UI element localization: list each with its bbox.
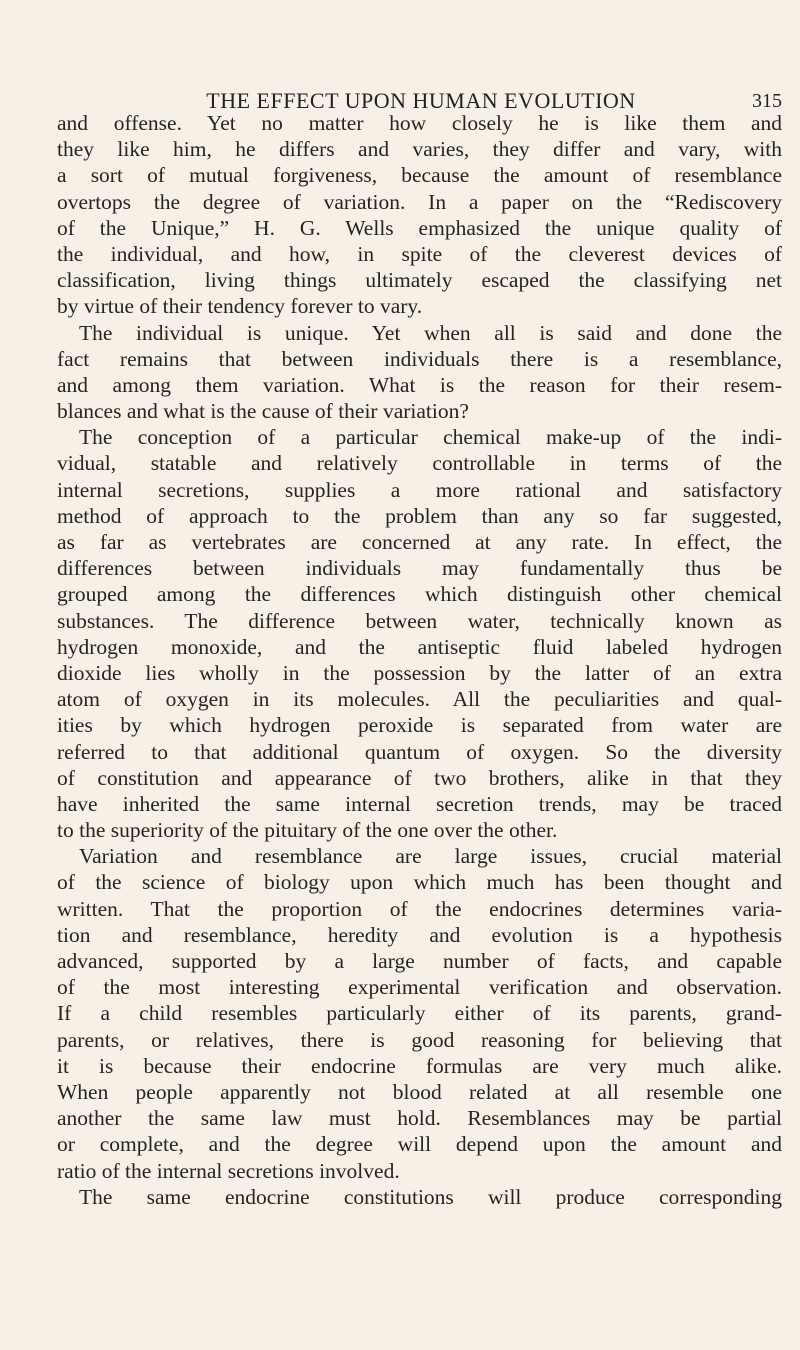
text-line: written. That the proportion of the endocrines determines varia- [57, 896, 782, 921]
text-line: When people apparently not blood related at all resemble one [57, 1079, 782, 1104]
text-line: internal secretions, supplies a more rational and satisfactory [57, 477, 782, 502]
text-line: method of approach to the problem than any so far suggested, [57, 503, 782, 528]
text-line: advanced, supported by a large number of facts, and capable [57, 949, 782, 973]
text-line: or complete, and the degree will depend upon the amount and [57, 1132, 782, 1157]
text-line: they like him, he differs and varies, they differ and vary, with [57, 137, 782, 162]
text-line: vidual, statable and relatively controllable in terms of the [57, 451, 782, 476]
text-line: grouped among the differences which distinguish other chemical [57, 582, 782, 607]
text-line: dioxide lies wholly in the possession by the latter of an extra [57, 660, 782, 685]
text-line: the individual, and how, in spite of the cleverest devices of [57, 241, 782, 266]
text-line: Variation and resemblance are large issues, crucial material [79, 844, 782, 869]
text-line: The conception of a particular chemical make-up of the indi- [79, 425, 782, 450]
text-line: of constitution and appearance of two brothers, alike in that they [57, 765, 782, 790]
text-line: parents, or relatives, there is good reasoning for believing that [57, 1027, 782, 1052]
text-line: as far as vertebrates are concerned at any rate. In effect, the [57, 530, 782, 554]
text-line: of the Unique,” H. G. Wells emphasized the unique quality of [57, 215, 782, 240]
text-line: and among them variation. What is the reason for their resem- [57, 372, 782, 397]
text-line: overtops the degree of variation. In a paper on the “Rediscovery [57, 189, 782, 214]
text-line: and offense. Yet no matter how closely he is like them and [57, 111, 782, 135]
text-line: ratio of the internal secretions involved. [57, 1158, 400, 1183]
text-line: of the science of biology upon which much has been thought and [57, 870, 782, 895]
text-line: atom of oxygen in its molecules. All the peculiarities and qual- [57, 687, 782, 712]
body-text [57, 110, 782, 1210]
running-title: THE EFFECT UPON HUMAN EVOLUTION [206, 88, 636, 113]
text-line: substances. The difference between water, technically known as [57, 608, 782, 633]
text-line: have inherited the same internal secretion trends, may be traced [57, 791, 782, 816]
text-line: The same endocrine constitutions will produce corresponding [79, 1184, 782, 1209]
text-line: to the superiority of the pituitary of the one over the other. [57, 818, 558, 843]
text-line: differences between individuals may fundamentally thus be [57, 556, 782, 581]
text-line: The individual is unique. Yet when all is said and done the [79, 320, 782, 345]
text-line: it is because their endocrine formulas are very much alike. [57, 1053, 782, 1078]
text-line: ities by which hydrogen peroxide is separated from water are [57, 713, 782, 738]
text-line: hydrogen monoxide, and the antiseptic fluid labeled hydrogen [57, 634, 782, 659]
text-line: by virtue of their tendency forever to vary. [57, 294, 423, 319]
text-line: fact remains that between individuals there is a resemblance, [57, 346, 782, 371]
text-line: blances and what is the cause of their variation? [57, 399, 469, 424]
text-line: If a child resembles particularly either of its parents, grand- [57, 1001, 782, 1026]
text-line: referred to that additional quantum of oxygen. So the diversity [57, 739, 782, 764]
text-line: tion and resemblance, heredity and evolution is a hypothesis [57, 922, 782, 947]
page-number: 315 [752, 90, 782, 112]
text-line: a sort of mutual forgiveness, because the amount of resemblance [57, 163, 782, 188]
text-line: another the same law must hold. Resemblances may be partial [57, 1106, 782, 1131]
text-line: of the most interesting experimental verification and observation. [57, 975, 782, 1000]
text-line: classification, living things ultimately escaped the classifying net [57, 268, 782, 293]
